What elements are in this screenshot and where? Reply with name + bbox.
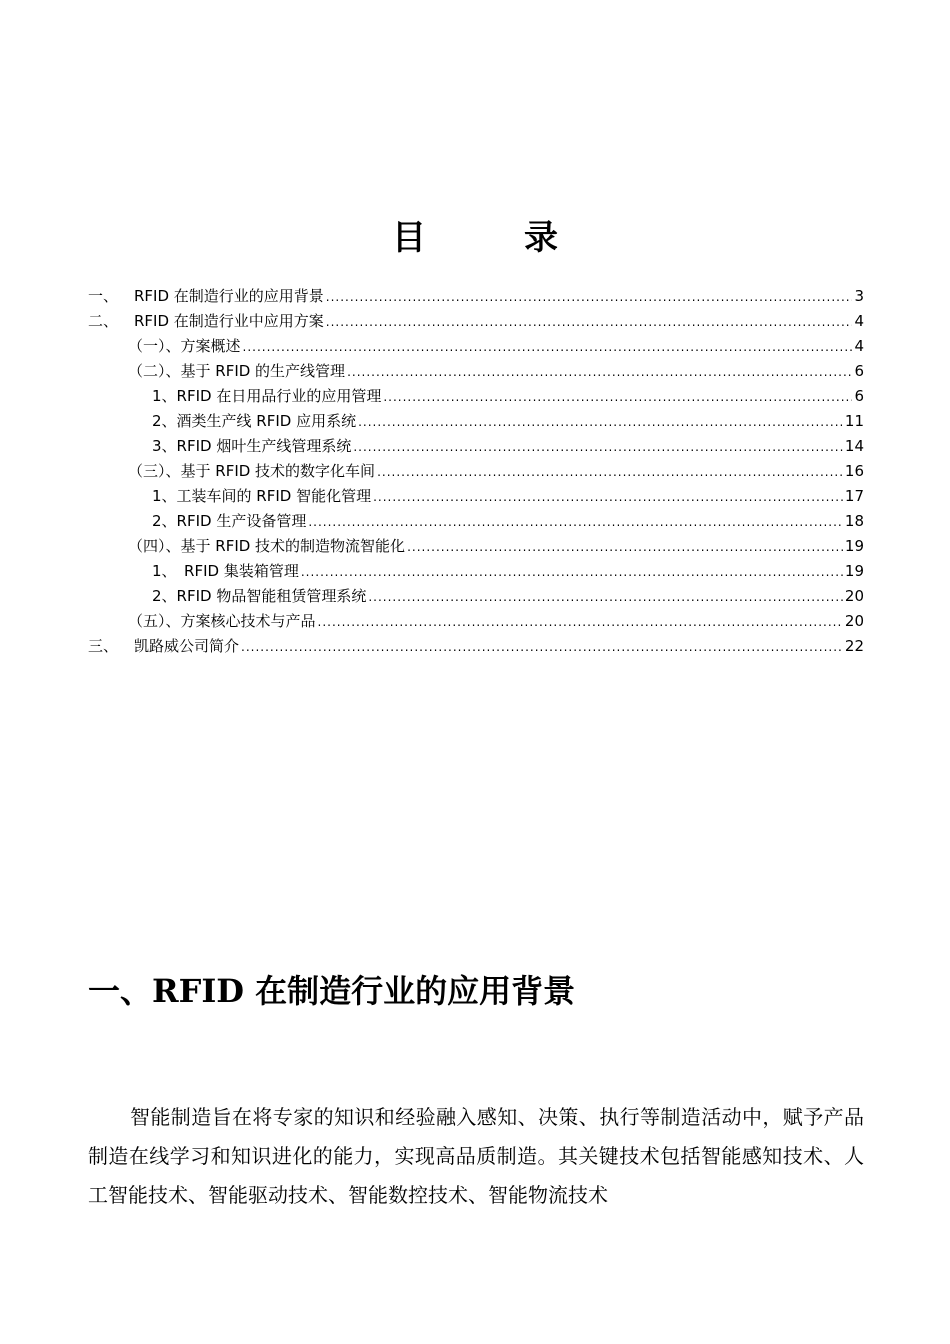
toc-page-number: 20 [844, 587, 864, 605]
toc-entry-text: 凯路威公司简介 [134, 637, 240, 655]
toc-leader-dots [241, 635, 843, 659]
toc-page-number: 3 [854, 287, 864, 305]
toc-leader-dots [368, 585, 843, 609]
toc-page-number: 6 [854, 387, 864, 405]
toc-entry-text: （三）、基于 RFID 技术的数字化车间 [128, 462, 376, 480]
toc-entry-label [128, 534, 405, 559]
table-of-contents [88, 284, 864, 659]
toc-entry-text: 1、工装车间的 RFID 智能化管理 [152, 487, 372, 505]
toc-leader-dots [326, 310, 853, 334]
toc-leader-dots [353, 435, 843, 459]
toc-page-number: 11 [844, 412, 864, 430]
toc-entry-label [152, 384, 381, 409]
toc-entry-label [152, 509, 306, 534]
toc-entry[interactable] [88, 634, 864, 659]
toc-entry[interactable] [88, 484, 864, 509]
toc-entry-label [152, 484, 371, 509]
toc-entry-text: 3、RFID 烟叶生产线管理系统 [152, 437, 352, 455]
toc-entry-label [88, 284, 324, 309]
toc-entry-number: 二、 [88, 312, 119, 330]
toc-entry[interactable] [88, 409, 864, 434]
toc-page-number: 19 [844, 562, 864, 580]
toc-entry[interactable] [88, 609, 864, 634]
toc-entry-text: RFID 在制造行业的应用背景 [134, 287, 324, 305]
toc-page-number: 4 [854, 337, 864, 355]
toc-page-number: 18 [844, 512, 864, 530]
toc-entry[interactable] [88, 509, 864, 534]
toc-leader-dots [301, 560, 843, 584]
toc-entry-number: 一、 [88, 287, 119, 305]
toc-leader-dots [243, 335, 853, 359]
toc-entry-number: 三、 [88, 637, 119, 655]
toc-leader-dots [326, 285, 853, 309]
toc-entry-text: （二）、基于 RFID 的生产线管理 [128, 362, 346, 380]
toc-title: 目 录 [392, 218, 590, 258]
toc-entry-label [128, 459, 375, 484]
toc-entry-label [88, 309, 324, 334]
toc-entry[interactable] [88, 534, 864, 559]
toc-entry-text: （五）、方案核心技术与产品 [128, 612, 316, 630]
toc-entry[interactable] [88, 584, 864, 609]
toc-entry-text: 1、 RFID 集装箱管理 [152, 562, 299, 580]
toc-entry[interactable] [88, 309, 864, 334]
toc-entry[interactable] [88, 284, 864, 309]
toc-leader-dots [377, 460, 843, 484]
toc-leader-dots [383, 385, 852, 409]
toc-entry-label [152, 584, 366, 609]
toc-entry[interactable] [88, 334, 864, 359]
toc-page-number: 6 [854, 362, 864, 380]
toc-leader-dots [308, 510, 843, 534]
body-paragraph: 智能制造旨在将专家的知识和经验融入感知、决策、执行等制造活动中，赋予产品制造在线学习和知识进化的能力，实现高品质制造。其关键技术包括智能感知技术、人工智能技术、智能驱动技术、智能数控技术、智能物流技术 [88, 1105, 864, 1207]
toc-entry-label [152, 559, 299, 584]
toc-entry-label [88, 634, 239, 659]
toc-entry-text: 2、RFID 生产设备管理 [152, 512, 307, 530]
toc-entry-text: 1、RFID 在日用品行业的应用管理 [152, 387, 382, 405]
toc-page-number: 16 [844, 462, 864, 480]
toc-page-number: 4 [854, 312, 864, 330]
toc-leader-dots [358, 410, 843, 434]
toc-entry-label [128, 334, 241, 359]
toc-entry[interactable] [88, 384, 864, 409]
toc-entry-text: 2、酒类生产线 RFID 应用系统 [152, 412, 357, 430]
toc-page-number: 19 [844, 537, 864, 555]
toc-entry-label [128, 359, 345, 384]
toc-entry-label [152, 409, 356, 434]
toc-page-number: 17 [844, 487, 864, 505]
toc-entry[interactable] [88, 434, 864, 459]
toc-entry-text: （四）、基于 RFID 技术的制造物流智能化 [128, 537, 406, 555]
toc-entry-label [152, 434, 351, 459]
toc-leader-dots [407, 535, 843, 559]
toc-entry-text: 2、RFID 物品智能租赁管理系统 [152, 587, 367, 605]
toc-entry[interactable] [88, 459, 864, 484]
toc-entry[interactable] [88, 559, 864, 584]
section-heading: 一、RFID 在制造行业的应用背景 [88, 972, 576, 1010]
toc-leader-dots [318, 610, 843, 634]
toc-entry[interactable] [88, 359, 864, 384]
toc-leader-dots [373, 485, 843, 509]
toc-page-number: 14 [844, 437, 864, 455]
toc-entry-text: （一）、方案概述 [128, 337, 241, 355]
toc-entry-text: RFID 在制造行业中应用方案 [134, 312, 324, 330]
toc-entry-label [128, 609, 316, 634]
toc-page-number: 22 [844, 637, 864, 655]
toc-leader-dots [347, 360, 852, 384]
toc-page-number: 20 [844, 612, 864, 630]
